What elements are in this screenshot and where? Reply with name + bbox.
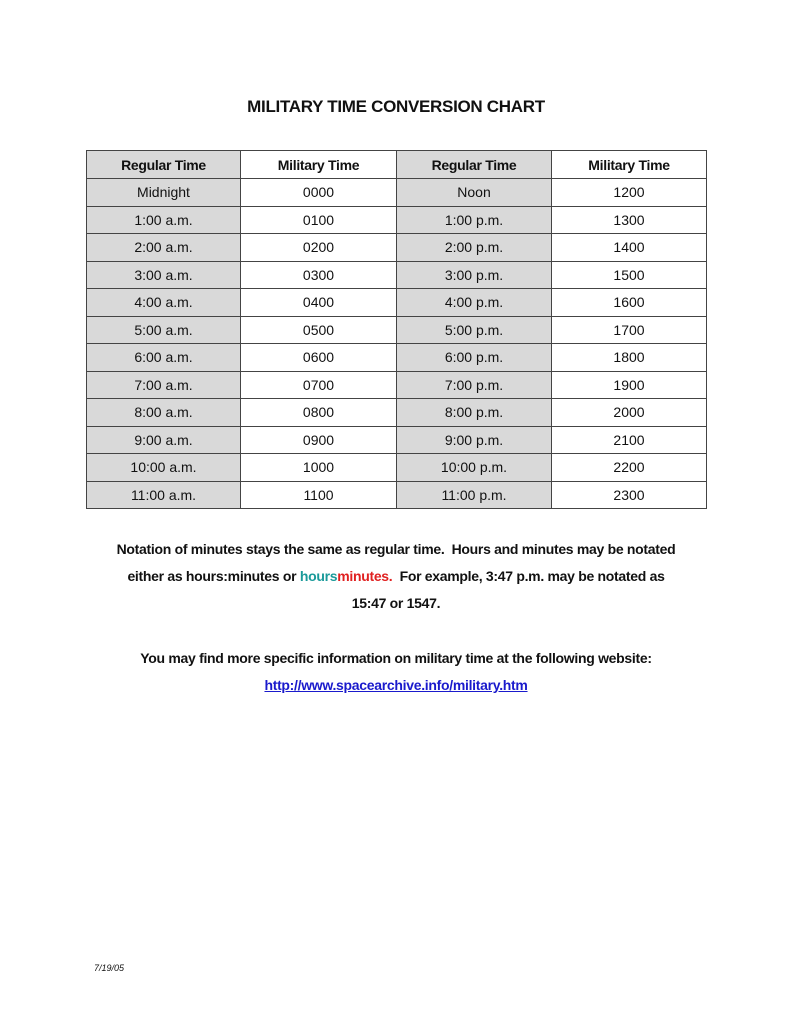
military-time-cell: 0200 xyxy=(241,234,397,262)
regular-time-cell: 9:00 p.m. xyxy=(397,426,552,454)
table-row xyxy=(87,206,707,234)
table-row xyxy=(87,371,707,399)
header-military-time-am: Military Time xyxy=(241,151,397,179)
regular-time-cell: Noon xyxy=(397,179,552,207)
regular-time-cell: 7:00 a.m. xyxy=(87,371,241,399)
table-row xyxy=(87,289,707,317)
notation-line-3: 15:47 or 1547. xyxy=(351,595,441,611)
table-row xyxy=(87,344,707,372)
website-section xyxy=(0,645,792,699)
military-time-cell: 0300 xyxy=(241,261,397,289)
table-row xyxy=(87,179,707,207)
military-time-cell: 1000 xyxy=(241,454,397,482)
regular-time-cell: 11:00 a.m. xyxy=(87,481,241,509)
regular-time-cell: 5:00 a.m. xyxy=(87,316,241,344)
table-row xyxy=(87,261,707,289)
notation-line-1: Notation of minutes stays the same as regular time. Hours and minutes may be notated xyxy=(116,541,676,557)
hours-word: hours xyxy=(299,568,338,584)
website-intro: You may find more specific information on military time at the following website: xyxy=(140,650,652,666)
footer-date: 7/19/05 xyxy=(94,963,125,973)
military-time-cell: 1100 xyxy=(241,481,397,509)
table-row xyxy=(87,399,707,427)
regular-time-cell: 5:00 p.m. xyxy=(397,316,552,344)
regular-time-cell: 8:00 p.m. xyxy=(397,399,552,427)
notation-line-2-suffix: For example, 3:47 p.m. may be notated as xyxy=(392,568,665,584)
regular-time-cell: 2:00 a.m. xyxy=(87,234,241,262)
regular-time-cell: 1:00 p.m. xyxy=(397,206,552,234)
military-time-cell: 1300 xyxy=(552,206,707,234)
table-row xyxy=(87,481,707,509)
regular-time-cell: Midnight xyxy=(87,179,241,207)
regular-time-cell: 8:00 a.m. xyxy=(87,399,241,427)
conversion-table xyxy=(86,150,707,509)
table-row xyxy=(87,234,707,262)
table-row xyxy=(87,426,707,454)
regular-time-cell: 1:00 a.m. xyxy=(87,206,241,234)
military-time-cell: 0500 xyxy=(241,316,397,344)
regular-time-cell: 4:00 a.m. xyxy=(87,289,241,317)
military-time-cell: 2300 xyxy=(552,481,707,509)
regular-time-cell: 3:00 p.m. xyxy=(397,261,552,289)
military-time-cell: 1600 xyxy=(552,289,707,317)
website-link[interactable]: http://www.spacearchive.info/military.htm xyxy=(264,677,528,693)
table-row xyxy=(87,316,707,344)
regular-time-cell: 11:00 p.m. xyxy=(397,481,552,509)
regular-time-cell: 6:00 a.m. xyxy=(87,344,241,372)
military-time-cell: 0400 xyxy=(241,289,397,317)
military-time-cell: 0600 xyxy=(241,344,397,372)
regular-time-cell: 10:00 a.m. xyxy=(87,454,241,482)
header-row xyxy=(87,151,707,179)
header-military-time-pm: Military Time xyxy=(552,151,707,179)
regular-time-cell: 7:00 p.m. xyxy=(397,371,552,399)
notation-note xyxy=(0,536,792,617)
military-time-cell: 1400 xyxy=(552,234,707,262)
military-time-cell: 2000 xyxy=(552,399,707,427)
military-time-cell: 0700 xyxy=(241,371,397,399)
regular-time-cell: 6:00 p.m. xyxy=(397,344,552,372)
page-title: MILITARY TIME CONVERSION CHART xyxy=(247,97,545,116)
military-time-cell: 1700 xyxy=(552,316,707,344)
table-row xyxy=(87,454,707,482)
military-time-cell: 0100 xyxy=(241,206,397,234)
military-time-cell: 0800 xyxy=(241,399,397,427)
notation-line-2-prefix: either as hours:minutes or xyxy=(127,568,300,584)
notation-line-2 xyxy=(0,563,792,590)
header-regular-time-pm: Regular Time xyxy=(397,151,552,179)
military-time-cell: 1200 xyxy=(552,179,707,207)
table-header xyxy=(87,151,707,179)
military-time-cell: 1800 xyxy=(552,344,707,372)
regular-time-cell: 2:00 p.m. xyxy=(397,234,552,262)
minutes-word: minutes. xyxy=(337,568,393,584)
military-time-cell: 0000 xyxy=(241,179,397,207)
table-body xyxy=(87,179,707,509)
military-time-cell: 2100 xyxy=(552,426,707,454)
military-time-cell: 1900 xyxy=(552,371,707,399)
regular-time-cell: 10:00 p.m. xyxy=(397,454,552,482)
header-regular-time-am: Regular Time xyxy=(87,151,241,179)
regular-time-cell: 4:00 p.m. xyxy=(397,289,552,317)
regular-time-cell: 9:00 a.m. xyxy=(87,426,241,454)
military-time-cell: 0900 xyxy=(241,426,397,454)
military-time-cell: 1500 xyxy=(552,261,707,289)
military-time-cell: 2200 xyxy=(552,454,707,482)
regular-time-cell: 3:00 a.m. xyxy=(87,261,241,289)
